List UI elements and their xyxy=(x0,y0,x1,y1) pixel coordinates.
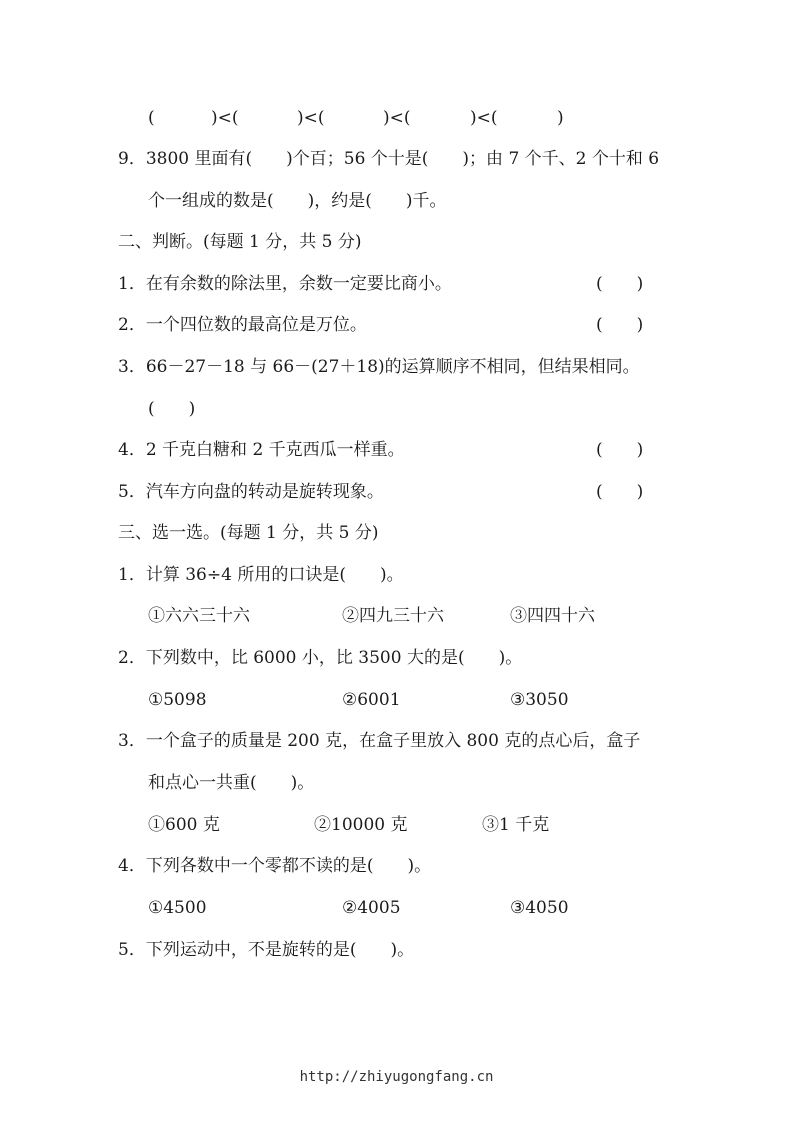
choice-question-5: 5．下列运动中，不是旋转的是( )。 xyxy=(118,940,415,960)
choice-option: ①六六三十六 xyxy=(148,606,250,626)
choice-question-1: 1．计算 36÷4 所用的口诀是( )。 xyxy=(118,565,404,585)
less-than-blank: )<( xyxy=(383,108,411,128)
choice-question-3-line1: 3．一个盒子的质量是 200 克，在盒子里放入 800 克的点心后，盒子 xyxy=(118,731,641,751)
section-3-heading: 三、选一选。(每题 1 分，共 5 分) xyxy=(118,523,379,543)
section-2-heading: 二、判断。(每题 1 分，共 5 分) xyxy=(118,232,362,252)
choice-option: ③3050 xyxy=(510,690,569,710)
judge-item-2: 2．一个四位数的最高位是万位。 xyxy=(118,315,367,335)
judge-answer-bracket: ( ) xyxy=(596,315,644,335)
judge-item-1: 1．在有余数的除法里，余数一定要比商小。 xyxy=(118,274,452,294)
less-than-blank: )<( xyxy=(470,108,498,128)
choice-option: ②4005 xyxy=(342,898,401,918)
judge-item-3: 3．66－27－18 与 66－(27＋18)的运算顺序不相同，但结果相同。 xyxy=(118,357,640,377)
question-9-line1: 9．3800 里面有( )个百；56 个十是( )；由 7 个千、2 个十和 6 xyxy=(118,149,660,169)
choice-question-2: 2．下列数中，比 6000 小，比 3500 大的是( )。 xyxy=(118,648,523,668)
choice-question-4: 4．下列各数中一个零都不读的是( )。 xyxy=(118,856,432,876)
less-than-blank: )<( xyxy=(211,108,239,128)
judge-answer-bracket: ( ) xyxy=(596,482,644,502)
blank-open: ( xyxy=(148,108,155,128)
choice-option: ③1 千克 xyxy=(482,815,550,835)
choice-option: ①5098 xyxy=(148,690,207,710)
choice-option: ①4500 xyxy=(148,898,207,918)
less-than-blank: )<( xyxy=(297,108,325,128)
blank-close: ) xyxy=(557,108,564,128)
choice-option: ③四四十六 xyxy=(510,606,595,626)
judge-answer-bracket: ( ) xyxy=(148,399,196,419)
choice-option: ①600 克 xyxy=(148,815,220,835)
choice-option: ②四九三十六 xyxy=(342,606,444,626)
choice-option: ②10000 克 xyxy=(314,815,408,835)
judge-item-5: 5．汽车方向盘的转动是旋转现象。 xyxy=(118,482,384,502)
choice-option: ③4050 xyxy=(510,898,569,918)
judge-answer-bracket: ( ) xyxy=(596,274,644,294)
choice-question-3-line2: 和点心一共重( )。 xyxy=(148,773,315,793)
judge-item-4: 4．2 千克白糖和 2 千克西瓜一样重。 xyxy=(118,440,405,460)
question-9-line2: 个一组成的数是( )，约是( )千。 xyxy=(148,191,447,211)
choice-option: ②6001 xyxy=(342,690,401,710)
footer-url[interactable]: http://zhiyugongfang.cn xyxy=(299,1069,494,1085)
judge-answer-bracket: ( ) xyxy=(596,440,644,460)
